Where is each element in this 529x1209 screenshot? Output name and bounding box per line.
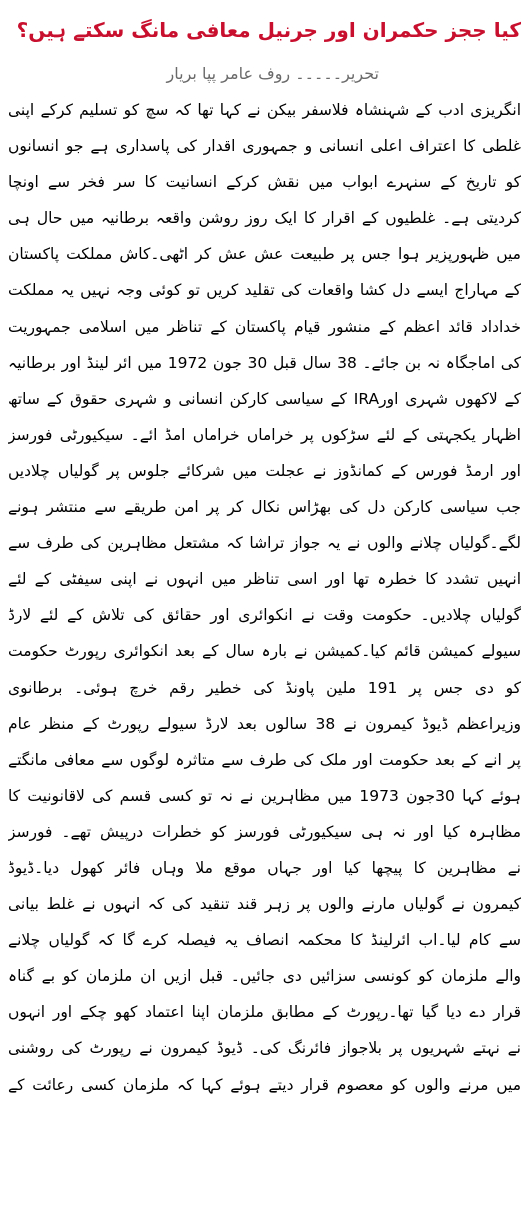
article-body — [8, 92, 521, 1103]
article-body-line: کردیتی ہے۔ غلطیوں کے اقرار کا ایک روز روشن واقعہ برطانیہ میں حال ہی — [8, 209, 521, 228]
article-body-line: کے مہاراج ایسے دل کشا واقعات کی تقلید کریں تو کوئی وجہ نہیں یہ مملکت — [8, 281, 521, 300]
article-body-line: انگریزی ادب کے شہنشاہ فلاسفر بیکن نے کہا تھا کہ سچ کو تسلیم کرکے اپنی — [8, 101, 521, 119]
article-body-line: اظہار یکجہتی کے لئے سڑکوں پر خراماں خراماں امڈ ائے۔ سیکیورٹی فورسز — [8, 425, 521, 444]
article-body-line: کے لاکھوں شہری اورIRA کے سیاسی کارکن انسانی و شہری حقوق کے ساتھ — [8, 389, 521, 408]
article-body-line: میں ظہورپزیر ہوا جس پر طبیعت عش عش کر اٹھی۔کاش مملکت پاکستان — [8, 245, 521, 264]
article-title: کیا ججز حکمران اور جرنیل معافی مانگ سکتے ہیں؟ — [16, 18, 521, 42]
article-body-line: کو تاریخ کے سنہرے ابواب میں نقش کرکے انسانیت کا سر فخر سے اونچا — [8, 173, 521, 192]
article-body-line: انہیں تشدد کا خطرہ تھا اور اسی تناظر میں انہوں نے اپنی سیفٹی کے لئے — [8, 570, 521, 589]
article-body-line: جب سیاسی کارکن دل کی بھڑاس نکال کر پر امن طریقے سے منتشر ہونے — [8, 498, 521, 517]
article-body-line: پر انے کے بعد حکومت اور ملک کی طرف سے متاثرہ لوگوں سے معافی مانگتے — [8, 750, 521, 769]
article-body-line: کی اماجگاہ نہ بن جائے۔ 38 سال قبل 30 جون 1972 میں ائر لینڈ اور برطانیہ — [8, 353, 521, 372]
article-body-line: گولیاں چلادیں۔ حکومت وقت نے انکوائری اور حقائق کی تلاش کے لئے لارڈ — [8, 606, 521, 625]
article-body-line: کو دی جس پر 191 ملین پاونڈ کی خطیر رقم خرچ ہوئی۔ برطانوی — [8, 678, 521, 697]
article-body-line: اور ارمڈ فورس کے کمانڈوز نے عجلت میں شرکائے جلوس پر گولیاں چلادیں — [8, 461, 521, 480]
article-body-line: ہوئے کہا 30جون 1973 میں مظاہرین نے نہ تو کسی قسم کی لاقانونیت کا — [8, 786, 521, 805]
article-body-line: خداداد قائد اعظم کے منشور قیام پاکستان کے تناظر میں اسلامی جمہوریت — [8, 317, 521, 336]
article-body-line: والے ملزمان کو کونسی سزائیں دی جائیں۔ قبل ازیں ان ملزمان کو بے گناہ — [8, 967, 521, 986]
article-body-line: سے کام لیا۔اب ائرلینڈ کا محکمہ انصاف یہ فیصلہ کرے گا کہ گولیاں چلانے — [8, 931, 521, 950]
article-body-line: قرار دے دیا گیا تھا۔رپورٹ کے مطابق ملزمان اپنا اعتماد کھو چکے اور انہوں — [8, 1003, 521, 1022]
article-body-line: نے مظاہرین کا پیچھا کیا اور جہاں موقع ملا وہاں فائر کھول دیا۔ڈیوڈ — [8, 858, 521, 877]
article-body-line: مظاہرہ کیا اور نہ ہی سیکیورٹی فورسز کو خطرات درپیش تھے۔ فورسز — [8, 822, 521, 841]
article-body-line: کیمرون نے گولیاں مارنے والوں پر زہر قند تنقید کی کہ انہوں نے غلط بیانی — [8, 895, 521, 914]
article-body-line: غلطی کا اعتراف اعلی انسانی و جمہوری اقدار کی پاسداری ہے جو انسانوں — [8, 137, 521, 156]
article-body-line: سیولے کمیشن قائم کیا۔کمیشن نے بارہ سال کے بعد انکوائری رپورٹ حکومت — [8, 642, 521, 661]
article-body-line: میں مرنے والوں کو معصوم قرار دیتے ہوئے کہا کہ ملزمان کسی رعائت کے — [8, 1075, 521, 1094]
article-byline: تحریر۔۔۔۔۔ روف عامر پپا بریار — [166, 64, 379, 83]
article-body-line: لگے۔گولیاں چلانے والوں نے یہ جواز تراشا کہ مشتعل مظاہرین کی طرف سے — [8, 534, 521, 553]
article-body-line: نے نہتے شہریوں پر بلاجواز فائرنگ کی۔ ڈیوڈ کیمرون نے رپورٹ کی روشنی — [8, 1039, 521, 1058]
article-body-line: وزیراعظم ڈیوڈ کیمرون نے 38 سالوں بعد لارڈ سیولے رپورٹ کے منظر عام — [8, 714, 521, 733]
